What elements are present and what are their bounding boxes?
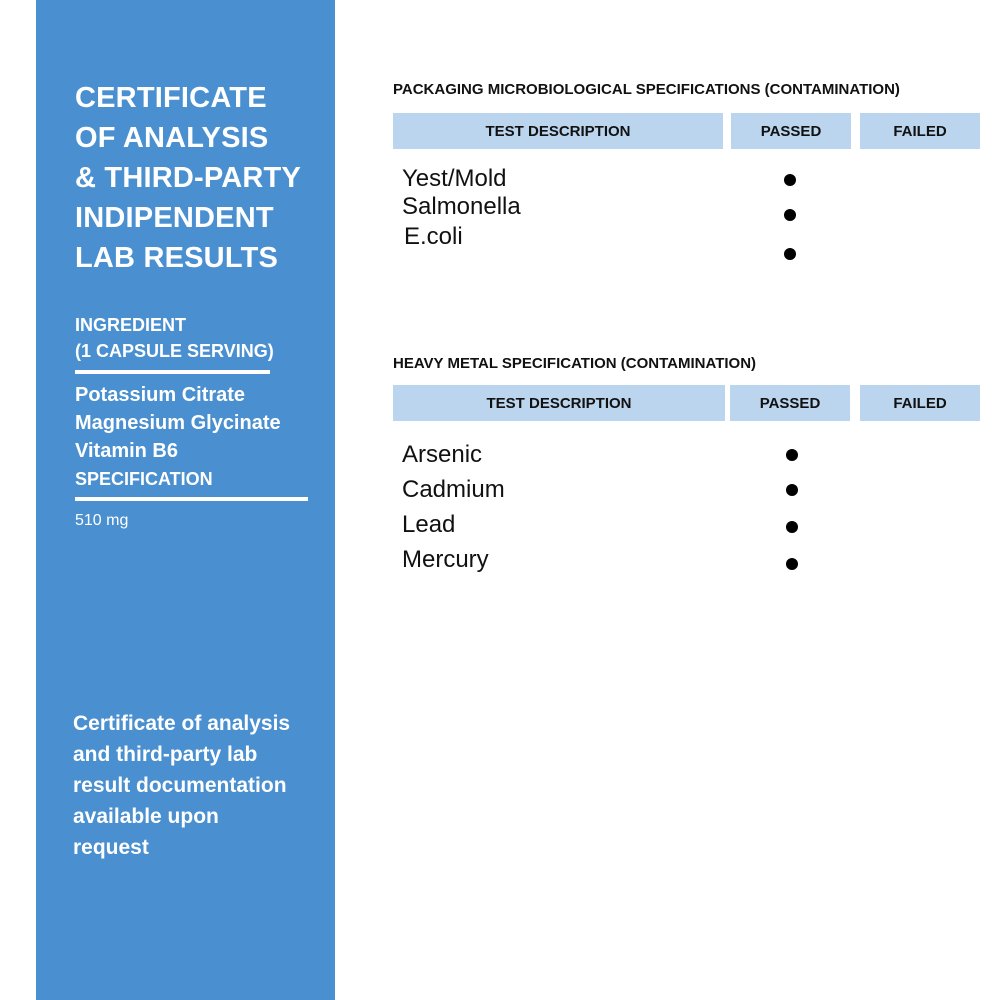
- metal-test-label: Lead: [402, 511, 456, 538]
- micro-section-title: PACKAGING MICROBIOLOGICAL SPECIFICATIONS (CONTAMINATION): [393, 81, 900, 98]
- micro-header-failed: FAILED: [860, 113, 980, 149]
- certificate-title: [75, 78, 301, 278]
- passed-indicator-dot: [784, 248, 796, 260]
- sidebar-panel: [36, 0, 335, 1000]
- title-line: INDIPENDENT: [75, 202, 274, 234]
- metal-test-label: Cadmium: [402, 476, 505, 503]
- note-line: request: [73, 836, 149, 859]
- ingredient-item: Vitamin B6: [75, 440, 178, 462]
- note-line: Certificate of analysis: [73, 712, 291, 735]
- title-line: CERTIFICATE: [75, 82, 267, 114]
- divider: [75, 370, 270, 374]
- ingredient-label: [75, 312, 274, 364]
- metal-header-passed: PASSED: [730, 385, 850, 421]
- metal-test-label: Mercury: [402, 546, 489, 573]
- specification-label: SPECIFICATION: [75, 469, 213, 489]
- ingredient-item: Potassium Citrate: [75, 384, 246, 406]
- note-line: result documentation: [73, 774, 287, 797]
- passed-indicator-dot: [786, 449, 798, 461]
- passed-indicator-dot: [786, 521, 798, 533]
- micro-header-passed: PASSED: [731, 113, 851, 149]
- metal-header-description: TEST DESCRIPTION: [393, 385, 725, 421]
- note-line: available upon: [73, 805, 219, 828]
- title-line: LAB RESULTS: [75, 242, 279, 274]
- micro-header-description: TEST DESCRIPTION: [393, 113, 723, 149]
- micro-test-label: E.coli: [404, 223, 463, 250]
- passed-indicator-dot: [786, 558, 798, 570]
- micro-test-label: Yest/Mold: [402, 165, 507, 192]
- passed-indicator-dot: [784, 174, 796, 186]
- metal-test-label: Arsenic: [402, 441, 483, 468]
- availability-note: [73, 708, 290, 863]
- divider: [75, 497, 308, 501]
- ingredient-label-line: (1 CAPSULE SERVING): [75, 341, 274, 361]
- ingredient-label-line: INGREDIENT: [75, 315, 187, 335]
- micro-test-label: Salmonella: [402, 193, 521, 220]
- title-line: & THIRD-PARTY: [75, 162, 301, 194]
- passed-indicator-dot: [784, 209, 796, 221]
- passed-indicator-dot: [786, 484, 798, 496]
- ingredient-item: Magnesium Glycinate: [75, 412, 281, 434]
- ingredient-list: [75, 381, 281, 465]
- specification-amount: 510 mg: [75, 512, 129, 529]
- metal-header-failed: FAILED: [860, 385, 980, 421]
- metal-section-title: HEAVY METAL SPECIFICATION (CONTAMINATION): [393, 355, 757, 372]
- note-line: and third-party lab: [73, 743, 258, 766]
- title-line: OF ANALYSIS: [75, 122, 269, 154]
